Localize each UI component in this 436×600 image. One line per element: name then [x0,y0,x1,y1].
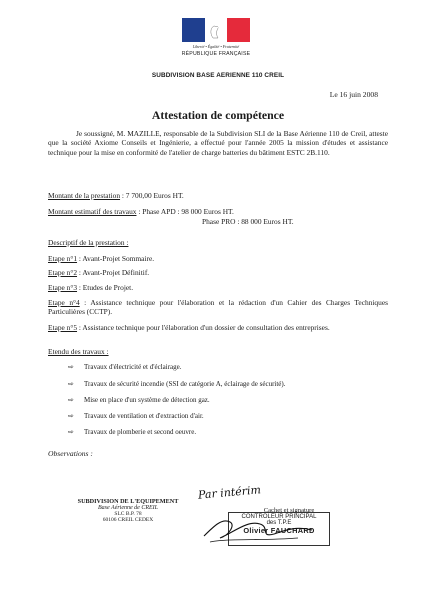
observations-label: Observations : [48,449,93,458]
etape-1-text: : Avant-Projet Sommaire. [77,254,155,263]
etape-3 [48,283,388,292]
stamp-name: Olivier FAUCHARD [243,526,315,535]
travaux-item-text: Mise en place d'un système de détection gaz. [84,396,210,404]
etape-2 [48,268,388,277]
estimatif-phase-pro: Phase PRO : 88 000 Euros HT. [202,217,294,226]
arrow-right-icon: ⇨ [68,412,74,420]
signature-scribble [200,508,320,548]
travaux-item-text: Travaux de ventilation et d'extraction d'air. [84,412,204,420]
footer-line-1: SUBDIVISION DE L'EQUIPEMENT [77,498,179,505]
estimatif-label: Montant estimatif des travaux [48,207,137,216]
republic-name: RÉPUBLIQUE FRANÇAISE [181,51,251,57]
travaux-item-3 [68,396,210,404]
travaux-item-text: Travaux de sécurité incendie (SSI de catégorie A, éclairage de sécurité). [84,380,286,388]
etape-1 [48,254,388,263]
footer-line-3: SLC B.P. 78 [114,511,142,517]
document-date: Le 16 juin 2008 [329,90,378,99]
montant-estimatif [48,207,234,216]
footer-line-2: Base Aérienne de CREIL [97,505,159,511]
etape-5 [48,323,388,332]
etape-5-label: Etape n°5 [48,323,78,332]
handwritten-par-interim: Par intérim [197,483,262,502]
arrow-right-icon: ⇨ [68,428,74,436]
footer-address [48,498,208,523]
etape-4 [48,298,388,317]
montant-label: Montant de la prestation [48,191,121,200]
intro-paragraph: Je soussigné, M. MAZILLE, responsable de la Subdivision SLI de la Base Aérienne 110 de Creil, atteste que la société Axiome Conseils et Ingénierie, a effectué pour l'année 2005 la mission d'études et assistance technique pour la mise en conformité de l'atelier de charge batteries du bâtiment ESTC 2B.110. [48,129,388,157]
arrow-right-icon: ⇨ [68,380,74,388]
travaux-item-5 [68,428,196,436]
travaux-item-4 [68,412,204,420]
marianne-profile-icon [196,24,236,40]
travaux-item-text: Travaux d'électricité et d'éclairage. [84,363,182,371]
etape-4-text: : Assistance technique pour l'élaboration et la rédaction d'un Cahier des Charges Techniques Particulières (CCTP). [48,298,388,317]
etape-3-text: : Etudes de Projet. [77,283,134,292]
arrow-right-icon: ⇨ [68,363,74,371]
stamp-subtitle: des T.P.E [266,520,292,526]
etape-3-label: Etape n°3 [48,283,78,292]
estimatif-phase-apd: : Phase APD : 98 000 Euros HT. [136,207,234,216]
montant-value: : 7 700,00 Euros HT. [120,191,184,200]
footer-line-4: 60106 CREIL CEDEX [102,517,154,523]
travaux-item-text: Travaux de plomberie et second oeuvre. [84,428,197,436]
travaux-item-2 [68,380,286,388]
montant-prestation [48,191,184,200]
etape-1-label: Etape n°1 [48,254,78,263]
etape-4-label: Etape n°4 [48,298,80,307]
republic-motto: Liberté • Égalité • Fraternité [192,44,240,49]
descriptif-heading: Descriptif de la prestation : [48,238,129,247]
travaux-heading: Etendu des travaux : [48,347,109,356]
etape-5-text: : Assistance technique pour l'élaboration d'un dossier de consultation des entreprises. [77,323,330,332]
travaux-item-1 [68,363,182,371]
stamp-title: CONTROLEUR PRINCIPAL [241,514,317,520]
document-title: Attestation de compétence [151,108,285,122]
etape-2-label: Etape n°2 [48,268,78,277]
subdivision-header: SUBDIVISION BASE AERIENNE 110 CREIL [151,72,285,79]
etape-2-text: : Avant-Projet Définitif. [77,268,150,277]
arrow-right-icon: ⇨ [68,396,74,404]
cachet-label: Cachet et signature [263,507,315,514]
